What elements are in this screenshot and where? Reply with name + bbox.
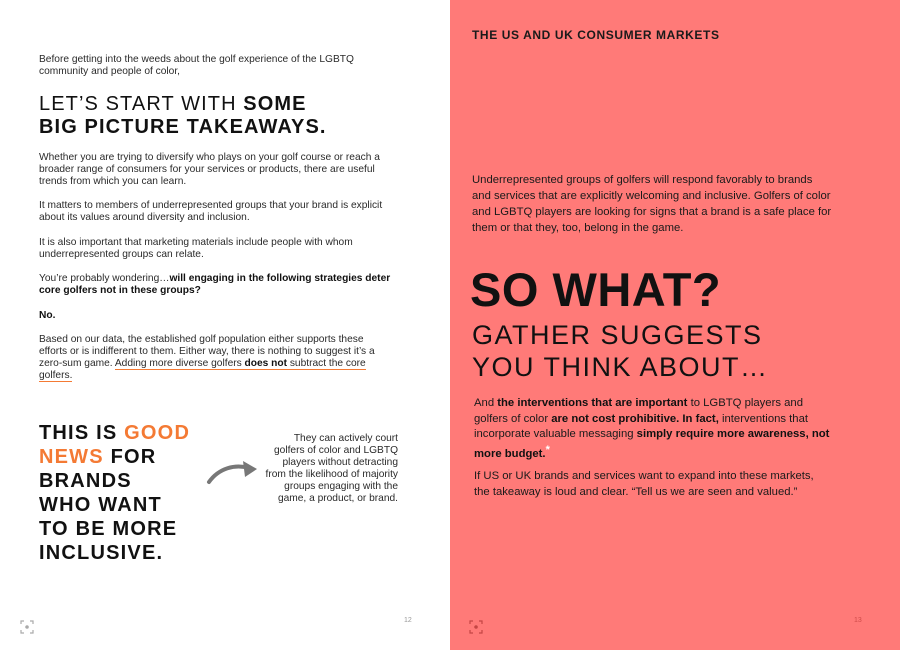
side-note: They can actively court golfers of color and LGBTQ players without detracting from the likelihood of majority groups engaging with the game, a product, or brand. — [265, 433, 398, 504]
headline-bold-1: SOME — [243, 93, 307, 115]
rp1-f: simply require more awareness, not more budget. — [474, 428, 830, 460]
right-intro: Underrepresented groups of golfers will respond favorably to brands and services that are explicitly welcoming and inclusive. Golfers of color and LGBTQ players are looking for signs that a brand is a safe place for them or that they, too, belong in the game. — [472, 174, 832, 234]
headline-bold-2: BIG PICTURE TAKEAWAYS. — [39, 116, 327, 138]
good-news-w7: TO BE MORE — [39, 518, 178, 540]
interventions-paragraph — [474, 396, 832, 462]
good-news-w6: WHO WANT — [39, 494, 162, 516]
page-number-right: 13 — [854, 617, 862, 624]
gather-logo-icon — [468, 619, 484, 635]
takeaway-paragraph: If US or UK brands and services want to expand into these markets, the takeaway is loud and clear. “Tell us we are seen and valued.” — [474, 470, 814, 498]
underlined-bold: does not — [244, 358, 287, 369]
rp1-c: to LGBTQ players and golfers of color — [474, 397, 803, 425]
section-title: THE US AND UK CONSUMER MARKETS — [472, 28, 720, 42]
paragraph-diversify: Whether you are trying to diversify who plays on your golf course or reach a broader range of consumers for your services or products, there are useful trends from which you can learn. — [39, 152, 380, 187]
underlined-plain-2: subtract the core golfers. — [39, 358, 366, 381]
paragraph-marketing: It is also important that marketing materials include people with whom underrepresented groups can relate. — [39, 237, 353, 260]
headline-light: LET’S START WITH — [39, 93, 244, 115]
underlined-plain-1: Adding more diverse golfers — [114, 358, 245, 369]
paragraph-question — [39, 273, 394, 297]
paragraph-data — [39, 334, 394, 382]
paragraph-answer: No. — [39, 310, 56, 321]
good-news-w5: BRANDS — [39, 470, 132, 492]
paragraph-values: It matters to members of underrepresented groups that your brand is explicit about its values around diversity and inclusion. — [39, 200, 383, 223]
good-news-w2: GOOD — [124, 422, 191, 444]
good-news-w3: NEWS — [39, 446, 104, 468]
rp1-a: And — [474, 397, 498, 409]
question-lead: You’re probably wondering… — [39, 273, 170, 284]
data-text: Based on our data, the established golf population either supports these efforts or is indifferent to them. Either way, there is nothing to suggest it’s a zero-sum game. — [39, 334, 375, 369]
gather-logo-icon — [19, 619, 35, 635]
curved-arrow-icon — [205, 458, 261, 486]
page-number-left: 12 — [404, 617, 412, 624]
good-news-w4: FOR — [103, 446, 157, 468]
gather-suggests-heading — [472, 319, 852, 383]
rp1-d: are not cost prohibitive. In fact, — [551, 412, 719, 425]
good-news-w1: THIS IS — [39, 422, 125, 444]
rp1-e: interventions that incorporate valuable messaging — [474, 412, 809, 440]
rp1-b: the interventions that are important — [497, 397, 688, 409]
good-news-heading — [39, 421, 239, 565]
good-news-w8: INCLUSIVE. — [39, 542, 164, 564]
gather-line-2: YOU THINK ABOUT… — [472, 352, 769, 382]
gather-line-1: GATHER SUGGESTS — [472, 320, 763, 350]
so-what-heading: SO WHAT? — [470, 263, 722, 316]
footnote-asterisk: * — [545, 443, 550, 456]
intro-text: Before getting into the weeds about the golf experience of the LGBTQ community and people of color, — [39, 54, 354, 77]
question-bold: will engaging in the following strategies deter core golfers not in these groups? — [39, 273, 391, 296]
headline — [39, 93, 419, 139]
